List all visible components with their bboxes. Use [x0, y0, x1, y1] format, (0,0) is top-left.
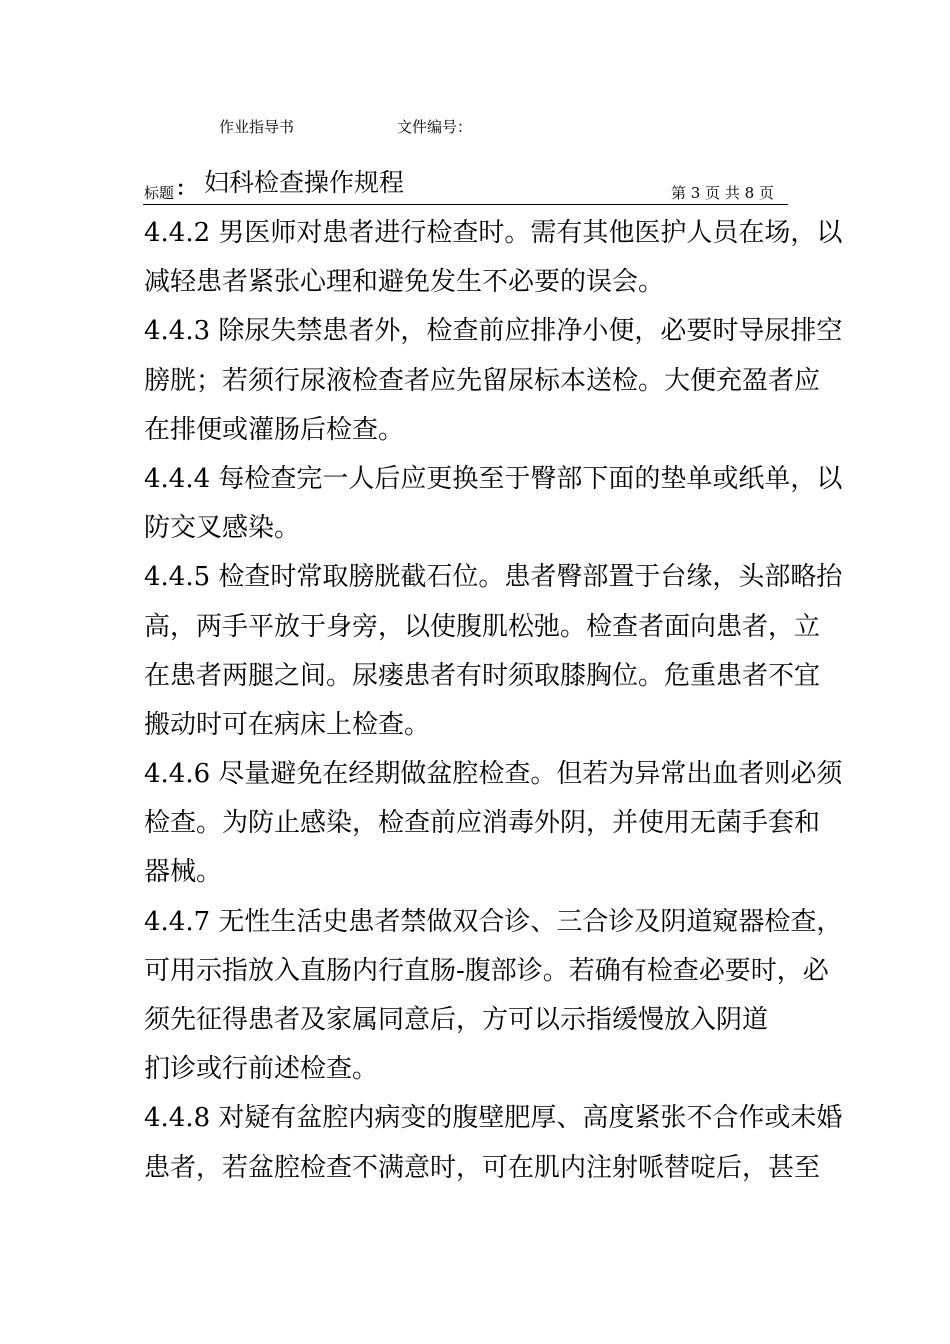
doc-type-label: 作业指导书	[219, 118, 295, 136]
text-line: 4.4.7 无性生活史患者禁做双合诊、三合诊及阴道窥器检查，	[144, 906, 843, 937]
text-line: 减轻患者紧张心理和避免发生不必要的误会。	[144, 267, 665, 298]
text-line: 高，两手平放于身旁，以使腹肌松弛。检查者面向患者，立	[144, 611, 821, 642]
text-line: 搬动时可在病床上检查。	[144, 709, 431, 740]
text-line: 患者，若盆腔检查不满意时，可在肌内注射哌替啶后，甚至	[144, 1152, 821, 1183]
text-line: 检查。为防止感染，检查前应消毒外阴，并使用无菌手套和	[144, 808, 821, 839]
page-number: 第 3 页 共 8 页	[671, 184, 774, 202]
document-title: 妇科检查操作规程	[204, 168, 405, 197]
text-line: 4.4.2 男医师对患者进行检查时。需有其他医护人员在场，以	[144, 218, 843, 248]
header-divider	[143, 204, 788, 205]
text-line: 须先征得患者及家属同意后，方可以示指缓慢放入阴道	[144, 1005, 769, 1035]
text-line: 4.4.3 除尿失禁患者外，检查前应排净小便，必要时导尿排空	[144, 316, 843, 347]
title-colon: ：	[176, 176, 196, 200]
text-line: 扪诊或行前述检查。	[144, 1054, 379, 1085]
body-text	[144, 209, 843, 1193]
file-number-label: 文件编号：	[397, 118, 473, 136]
text-line: 可用示指放入直肠内行直肠-腹部诊。若确有检查必要时，必	[144, 955, 829, 986]
text-line: 4.4.6 尽量避免在经期做盆腔检查。但若为异常出血者则必须	[144, 759, 843, 790]
title-label: 标题	[144, 184, 175, 202]
text-line: 在患者两腿之间。尿瘘患者有时须取膝胸位。危重患者不宜	[144, 660, 821, 691]
text-line: 器械。	[144, 857, 223, 888]
text-line: 4.4.5 检查时常取膀胱截石位。患者臀部置于台缘，头部略抬	[144, 562, 843, 593]
text-line: 在排便或灌肠后检查。	[144, 414, 405, 445]
text-line: 膀胱；若须行尿液检查者应先留尿标本送检。大便充盈者应	[144, 365, 821, 396]
text-line: 4.4.4 每检查完一人后应更换至于臀部下面的垫单或纸单，以	[144, 463, 843, 494]
text-line: 4.4.8 对疑有盆腔内病变的腹壁肥厚、高度紧张不合作或未婚	[144, 1103, 843, 1134]
text-line: 防交叉感染。	[144, 513, 301, 544]
